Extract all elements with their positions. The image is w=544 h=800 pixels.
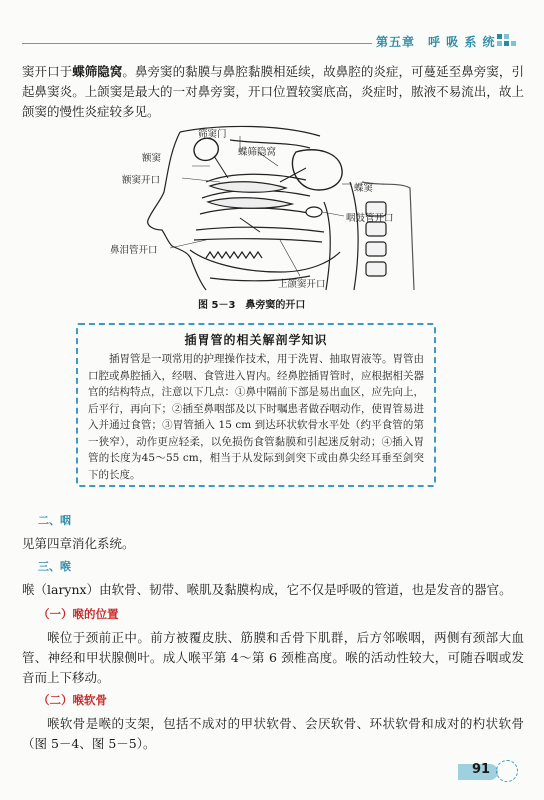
section-pharynx-heading: 二、咽 — [38, 514, 71, 527]
label-maxillary: 上颌窦开口 — [278, 279, 326, 290]
info-box — [76, 323, 436, 487]
figure-caption: 图 5－3 鼻旁窦的开口 — [198, 300, 306, 311]
section-larynx-heading: 三、喉 — [38, 560, 71, 573]
paranasal-sinus-figure — [110, 122, 440, 292]
larynx-position-heading: （一）喉的位置 — [38, 607, 119, 621]
intro-term: 蝶筛隐窝 — [72, 64, 123, 79]
info-box-title: 插胃管的相关解剖学知识 — [184, 333, 328, 347]
larynx-cartilage-heading: （二）喉软骨 — [38, 693, 107, 707]
larynx-intro: 喉（larynx）由软骨、韧带、喉肌及黏膜构成，它不仅是呼吸的管道，也是发音的器官。 — [22, 582, 512, 597]
label-sphenoid: 蝶窦 — [354, 183, 374, 194]
label-frontal: 额窦 — [142, 153, 162, 164]
header-squares-icon — [497, 34, 517, 50]
info-box-body: 插胃管是一项常用的护理操作技术，用于洗胃、抽取胃液等。胃管由口腔或鼻腔插入，经咽、食管进入胃内。经鼻腔插胃管时，应根据相关器官的结构特点，注意以下几点：①鼻中隔前下部是易出血区，应先向上，后平行，再向下；②插至鼻咽部及以下时嘱患者做吞咽动作，使胃管易进入并通过食管；③胃管插入 15 cm 到达环状软骨水平处（约平食管的第一狭窄），动作更应轻柔，以免损伤食管黏膜和引起迷反射动；④插入胃管的长度为45～55 cm，相当于从发际到剑突下或由鼻尖经耳垂至剑突下的长度。 — [88, 353, 424, 481]
label-frontal-opening: 额窦开口 — [122, 175, 161, 186]
intro-paragraph — [22, 62, 524, 122]
intro-rest: 。鼻旁窦的黏膜与鼻腔黏膜相延续，故鼻腔的炎症，可蔓延至鼻旁窦，引起鼻窦炎。上颌窦是最大的一对鼻旁窦，开口位置较窦底高，炎症时，脓液不易流出，故上颌窦的慢性炎症较多见。 — [22, 64, 524, 119]
label-nasolacrimal: 鼻泪管开口 — [110, 245, 158, 256]
section-pharynx-text: 见第四章消化系统。 — [22, 536, 135, 551]
label-eustachian: 咽鼓管开口 — [346, 213, 394, 224]
page-ring-icon — [496, 760, 518, 782]
larynx-cartilage-text: 喉软骨是喉的支架，包括不成对的甲状软骨、会厌软骨、环状软骨和成对的杓状软骨（图 5－4、图 5－5）。 — [22, 716, 524, 751]
header-rule — [22, 43, 372, 44]
page-number-badge — [458, 760, 522, 782]
label-sphenoethmoid: 蝶筛隐窝 — [238, 147, 277, 158]
larynx-position-text: 喉位于颈前正中。前方被覆皮肤、筋膜和舌骨下肌群，后方邻喉咽，两侧有颈部大血管、神经和甲状腺侧叶。成人喉平第 4～第 6 颈椎高度。喉的活动性较大，可随吞咽或发音而上下移动。 — [22, 630, 524, 685]
intro-prefix: 窦开口于 — [22, 64, 73, 79]
page-number: 91 — [472, 762, 491, 777]
label-ethmoid: 筛窦门 — [198, 129, 227, 140]
chapter-title: 第五章 呼 吸 系 统 — [376, 35, 496, 49]
